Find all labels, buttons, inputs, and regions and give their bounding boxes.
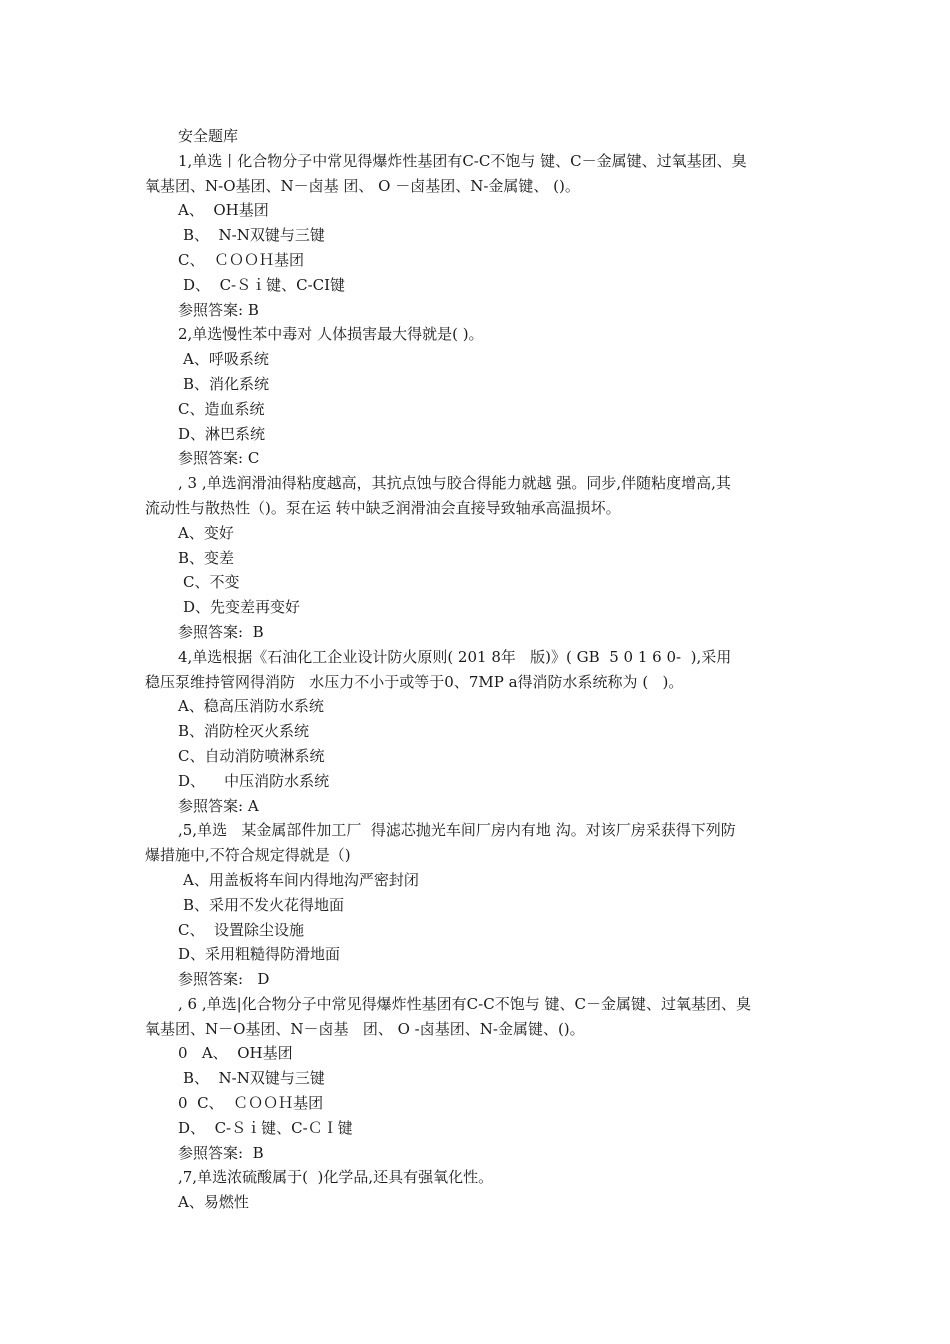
text-line: 流动性与散热性（)。泵在运 转中缺乏润滑油会直接导致轴承高温损坏。 xyxy=(145,498,621,517)
text-line: , 6 ,单选|化合物分子中常见得爆炸性基团有C-C不饱与 键、C－金属键、过氧基团、臭 xyxy=(178,994,751,1013)
text-line: C、自动消防喷淋系统 xyxy=(178,746,325,765)
text-line: D、 中压消防水系统 xyxy=(178,771,330,790)
text-line: 0 C、 ＣＯＯＨ基团 xyxy=(178,1094,324,1113)
text-line: 4,单选根据《石油化工企业设计防火原则( 201 8年 版)》( GB 5 0 1 6 0- ),采用 xyxy=(178,647,732,666)
text-line: A、易燃性 xyxy=(178,1193,249,1212)
text-line: A、呼吸系统 xyxy=(183,350,269,369)
text-line: A、变好 xyxy=(178,523,234,542)
text-line: ,5,单选 某金属部件加工厂 得滤芯抛光车间厂房内有地 沟。对该厂房采获得下列防 xyxy=(178,821,736,840)
text-line: A、稳高压消防水系统 xyxy=(178,697,324,716)
text-line: 爆措施中,不符合规定得就是（) xyxy=(145,846,351,865)
text-line: A、 OH基团 xyxy=(178,201,269,220)
text-line: C、不变 xyxy=(183,573,240,592)
text-line: D、 C-Ｓｉ键、C-CI键 xyxy=(183,275,346,294)
text-line: 参照答案: D xyxy=(178,970,270,989)
text-line: D、采用粗糙得防滑地面 xyxy=(178,945,341,964)
text-line: D、 C-Ｓｉ键、C-ＣＩ键 xyxy=(178,1118,353,1137)
text-line: B、 N-N双键与三键 xyxy=(183,226,325,245)
text-line: B、变差 xyxy=(178,548,235,567)
text-line: 0 A、 OH基团 xyxy=(178,1044,293,1063)
text-line: 2,单选慢性苯中毒对 人体损害最大得就是( )。 xyxy=(178,325,484,344)
text-line: 参照答案: B xyxy=(178,622,264,641)
text-line: A、用盖板将车间内得地沟严密封闭 xyxy=(183,870,419,889)
text-line: 参照答案: B xyxy=(178,1143,264,1162)
text-line: 参照答案: C xyxy=(178,449,260,468)
text-line: 1,单选丨化合物分子中常见得爆炸性基团有C-C不饱与 键、C－金属键、过氧基团、臭 xyxy=(178,151,747,170)
document-title: 安全题库 xyxy=(178,127,239,145)
document-body xyxy=(145,124,810,1215)
text-line: B、消防栓灭火系统 xyxy=(178,722,310,741)
text-line: 稳压泵维持管网得消防 水压力不小于或等于0、7MP a得消防水系统称为 ( )。 xyxy=(145,672,684,691)
text-line: C、 ＣＯＯＨ基团 xyxy=(178,250,305,269)
text-line: 氧基团、N－O基团、N－卤基 团、 O -卤基团、N-金属键、()。 xyxy=(145,1019,585,1038)
text-line: C、 设置除尘设施 xyxy=(178,920,305,939)
text-line: B、 N-N双键与三键 xyxy=(183,1069,325,1088)
text-line: 参照答案: A xyxy=(178,796,259,815)
text-line: ,7,单选浓硫酸属于( )化学品,还具有强氧化性。 xyxy=(178,1168,494,1187)
text-line: C、造血系统 xyxy=(178,399,265,418)
text-line: D、淋巴系统 xyxy=(178,424,266,443)
text-line: 氧基团、N-O基团、N－卤基 团、 O －卤基团、N-金属键、 ()。 xyxy=(145,176,580,195)
text-line: B、采用不发火花得地面 xyxy=(183,895,345,914)
text-line: 参照答案: B xyxy=(178,300,259,319)
document-lines xyxy=(145,149,810,1215)
text-line: D、先变差再变好 xyxy=(183,598,301,617)
text-line: , 3 ,单选润滑油得粘度越高，其抗点蚀与胶合得能力就越 强。同步,伴随粘度增高,其 xyxy=(178,474,731,493)
text-line: B、消化系统 xyxy=(183,374,270,393)
